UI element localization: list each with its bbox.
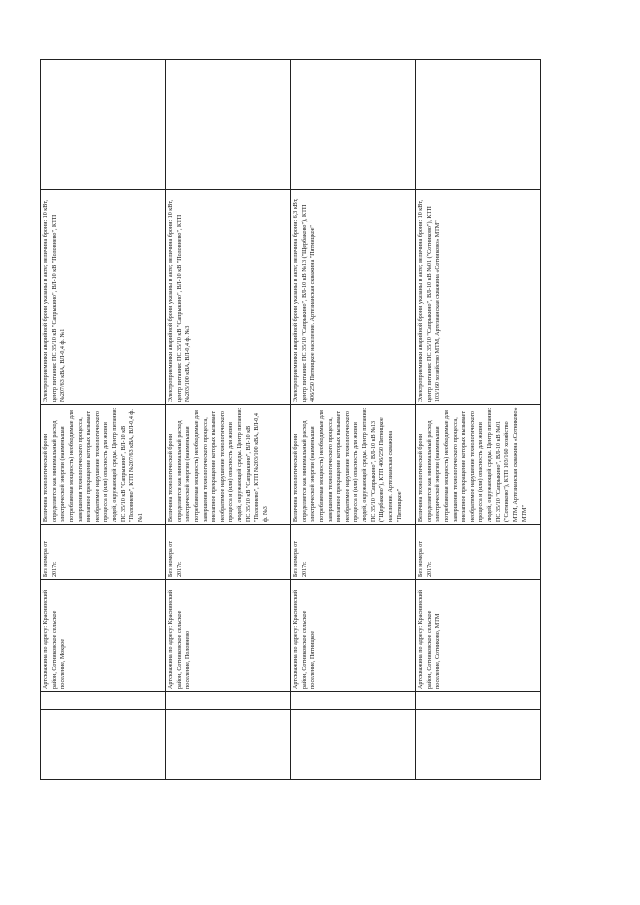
empty-cell: [416, 710, 541, 780]
empty-cell: [166, 60, 291, 190]
object-cell: Артскважина по адресу: Краснинский район, Сотниковское сельское поселение, Сотниково, МТМ: [416, 580, 541, 692]
empty-cell: [291, 692, 416, 710]
empty-cell: [41, 692, 166, 710]
table-row: [291, 60, 416, 780]
empty-cell: [166, 710, 291, 780]
object-cell: Артскважина по адресу: Краснинский район, Сотниковское сельское поселение, Половнево: [166, 580, 291, 692]
emergency-armor-cell: Электроприемники аварийной брони указаны в акте; величина брони: 10 кВт, центр питания: ПС 35/10 кВ "Сапрыкино", ВЛ-10 кВ "Половнево", КТП №207/63 кВА, ВЛ-0,4 ф. №1: [41, 190, 166, 405]
table-row: [166, 60, 291, 780]
order-cell: Без номера от 2017г.: [416, 525, 541, 580]
tech-armor-cell: Величина технологической брони определяется как минимальный расход электрической энергии (наименьшая потребляемая мощность) необходимые для завершения технологического процесса, внезапное прекращение которых вызывает необратимое нарушение технологического процесса и (или) опасность для жизни людей, окружающей среды. Центр питания: ПС 35/10 "Сапрыкино", ВЛ-10 кВ №01 ("Сотниково"), КТП 103/160 хозяйство МТМ, Артезианская скважина «Сотниково» МТМ": [416, 405, 541, 525]
order-cell: Без номера от 2017г.: [41, 525, 166, 580]
armor-table: [40, 59, 541, 780]
tech-armor-cell: Величина технологической брони определяется как минимальный расход электрической энергии (наименьшая потребляемая мощность) необходимые для завершения технологического процесса, внезапное прекращение которых вызывает необратимое нарушение технологического процесса и (или) опасность для жизни людей, окружающей среды. Центр питания: ПС 35/10 кВ "Сапрыкино", ВЛ-10 кВ "Половнево", КТП №203/100 кВА, ВЛ-0,4 ф. №3: [166, 405, 291, 525]
object-cell: Артскважина по адресу: Краснинский район, Сотниковское сельское поселение, Пятницкое: [291, 580, 416, 692]
emergency-armor-cell: Электроприемники аварийной брони указаны в акте; величина брони: 6,3 кВт, центр питания: ПС 35/10 "Сапрыкино", ВЛ-10 кВ №13 ("Щербаково"), КТП 406/250 Пятницкое население. Артезианская скважина "Пятницкое": [291, 190, 416, 405]
table-row: [416, 60, 541, 780]
empty-cell: [41, 60, 166, 190]
order-cell: Без номера от 2017г.: [291, 525, 416, 580]
table-row: [41, 60, 166, 780]
object-cell: Артскважина по адресу: Краснинский район, Сотниковское сельское поселение, Мокрое: [41, 580, 166, 692]
empty-cell: [291, 60, 416, 190]
empty-cell: [416, 692, 541, 710]
empty-cell: [291, 710, 416, 780]
tech-armor-cell: Величина технологической брони определяется как минимальный расход электрической энергии (наименьшая потребляемая мощность) необходимые для завершения технологического процесса, внезапное прекращение которых вызывает необратимое нарушение технологического процесса и (или) опасность для жизни людей, окружающей среды. Центр питания: ПС 35/10 кВ "Сапрыкино", ВЛ-10 кВ "Половнево", КТП №207/63 кВА, ВЛ-0,4 ф. №1: [41, 405, 166, 525]
emergency-armor-cell: Электроприемники аварийной брони указаны в акте; величина брони: 10 кВт, центр питания: ПС 35/10 "Сапрыкино", ВЛ-10 кВ №01 ("Сотниково"), КТП 103/160 хозяйство МТМ, Артезианская скважина «Сотниково» МТМ": [416, 190, 541, 405]
order-cell: Без номера от 2017г.: [166, 525, 291, 580]
emergency-armor-cell: Электроприемники аварийной брони указаны в акте; величина брони: 10 кВт, центр питания: ПС 35/10 кВ "Сапрыкино", ВЛ-10 кВ "Половнево", КТП №203/100 кВА, ВЛ-0,4 ф. №3: [166, 190, 291, 405]
rotated-table-wrapper: [40, 60, 540, 780]
empty-cell: [41, 710, 166, 780]
empty-cell: [166, 692, 291, 710]
tech-armor-cell: Величина технологической брони определяется как минимальный расход электрической энергии (наименьшая потребляемая мощность) необходимые для завершения технологического процесса, внезапное прекращение которых вызывает необратимое нарушение технологического процесса и (или) опасность для жизни людей, окружающей среды. Центр питания: ПС 35/10 "Сапрыкино", ВЛ-10 кВ №13 ("Щербаково"), КТП 406/250 Пятницкое население. Артезианская скважина "Пятницкое": [291, 405, 416, 525]
empty-cell: [416, 60, 541, 190]
